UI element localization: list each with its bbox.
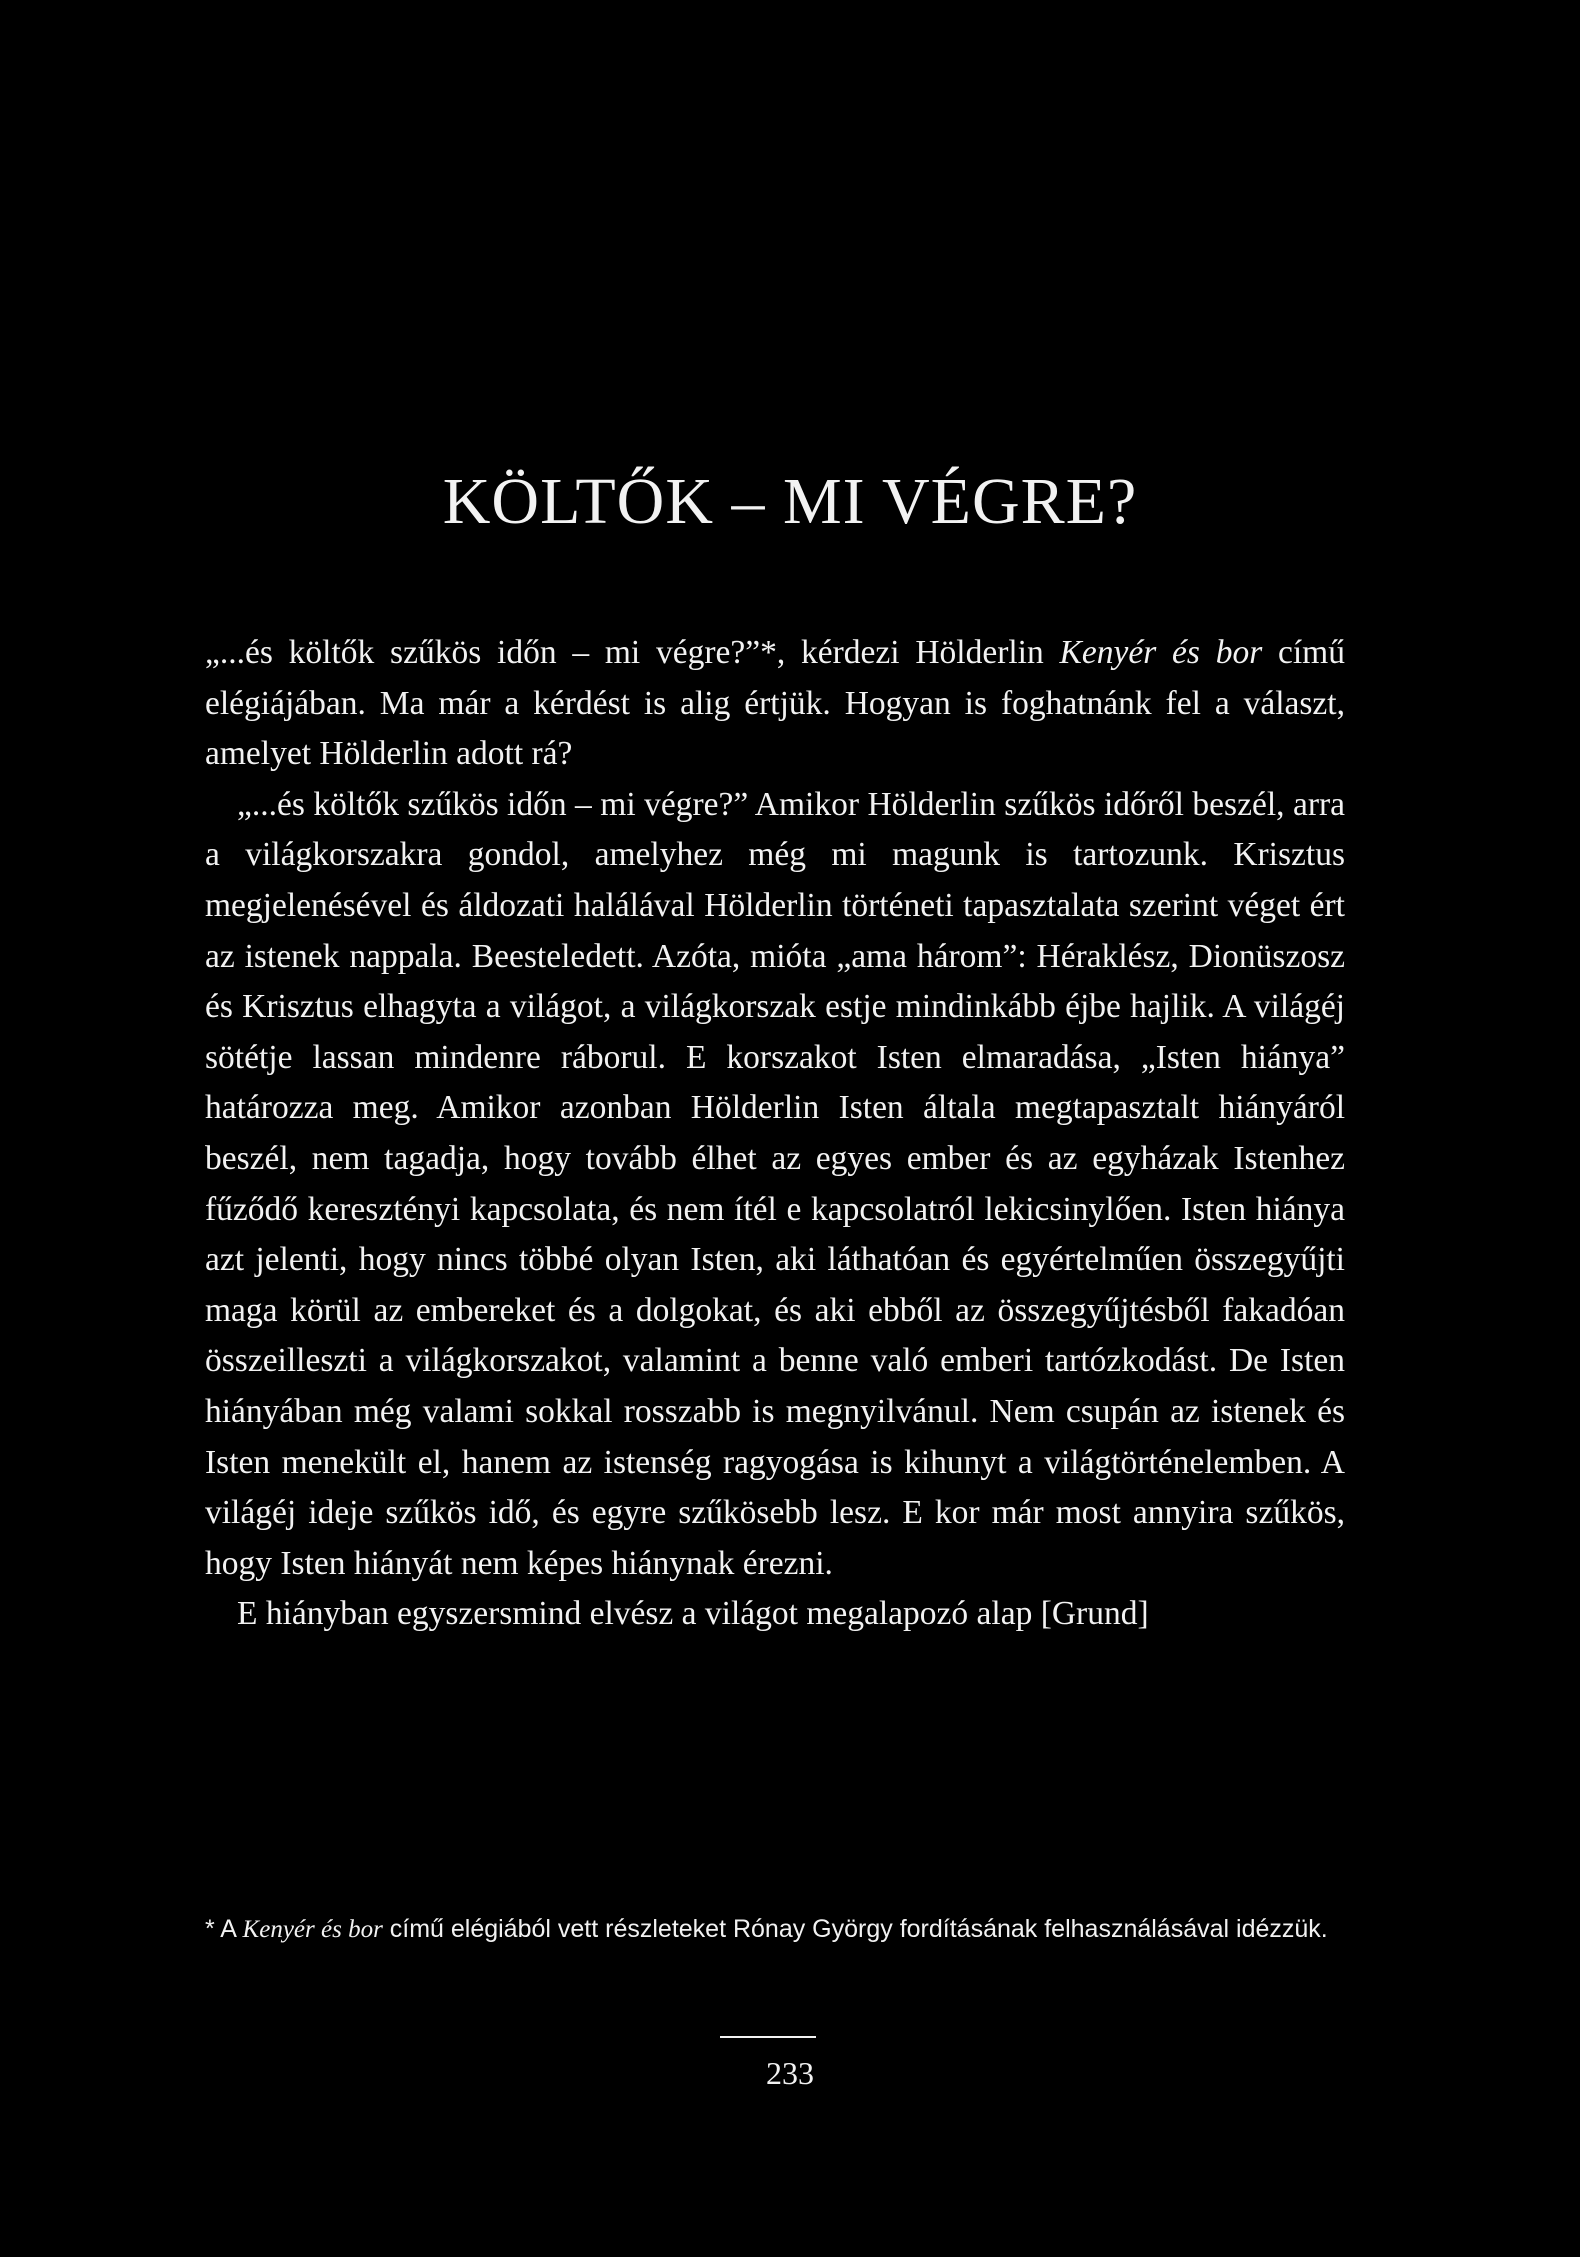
footnote-part-1: * A (205, 1915, 243, 1943)
page-number-rule (720, 2036, 816, 2038)
body-text (205, 628, 1345, 1640)
page-number: 233 (766, 2055, 814, 2091)
paragraph-1-title-italic: Kenyér és bor (1059, 634, 1263, 671)
paragraph-3-text: E hiányban egyszersmind elvész a világot megalapozó alap [Grund] (237, 1595, 1149, 1633)
paragraph-2 (205, 780, 1345, 1590)
chapter-title: KÖLTŐK – MI VÉGRE? (442, 465, 1138, 538)
paragraph-1-part-1: „...és költők szűkös időn – mi végre?”*, kérdezi Hölderlin (205, 634, 1060, 671)
paragraph-1 (205, 628, 1345, 780)
footnote-part-3: című elégiából vett részleteket Rónay György fordításának felhasználásával idézzük. (382, 1915, 1328, 1943)
paragraph-2-text: „...és költők szűkös időn – mi végre?” Amikor Hölderlin szűkös időről beszél, arra a világkorszakra gondol, amelyhez még mi magunk is tartozunk. Krisztus megjelenésével és áldozati halálával Hölderlin történeti tapasztalata szerint véget ért az istenek nappala. Beesteledett. Azóta, mióta „ama három”: Héraklész, Dionüszosz és Krisztus elhagyta a világot, a világkorszak estje mindinkább éjbe hajlik. A világéj sötétje lassan mindenre ráborul. E korszakot Isten elmaradása, „Isten hiánya” határozza meg. Amikor azonban Hölderlin Isten általa megtapasztalt hiányáról beszél, nem tagadja, hogy tovább élhet az egyes ember és az egyházak Istenhez fűződő keresztényi kapcsolata, és nem ítél e kapcsolatról lekicsinylően. Isten hiánya azt jelenti, hogy nincs többé olyan Isten, aki láthatóan és egyértelműen összegyűjti maga körül az embereket és a dolgokat, és aki ebből az összegyűjtésből fakadóan összeilleszti a világkorszakot, valamint a benne való emberi tartózkodást. De Isten hiányában még valami sokkal rosszabb is megnyilvánul. Nem csupán az istenek és Isten menekült el, hanem az istenség ragyogása is kihunyt a világtörténelemben. A világéj ideje szűkös idő, és egyre szűkösebb lesz. E kor már most annyira szűkös, hogy Isten hiányát nem képes hiánynak érezni. (205, 785, 1345, 1582)
paragraph-1-part-3: című elégiájában. Ma már a kérdést is alig értjük. Hogyan is foghatnánk fel a választ, amelyet Hölderlin adott rá? (205, 634, 1345, 773)
footnote (205, 1910, 1345, 1949)
footnote-title-italic: Kenyér és bor (242, 1916, 383, 1943)
paragraph-3 (205, 1589, 1345, 1640)
